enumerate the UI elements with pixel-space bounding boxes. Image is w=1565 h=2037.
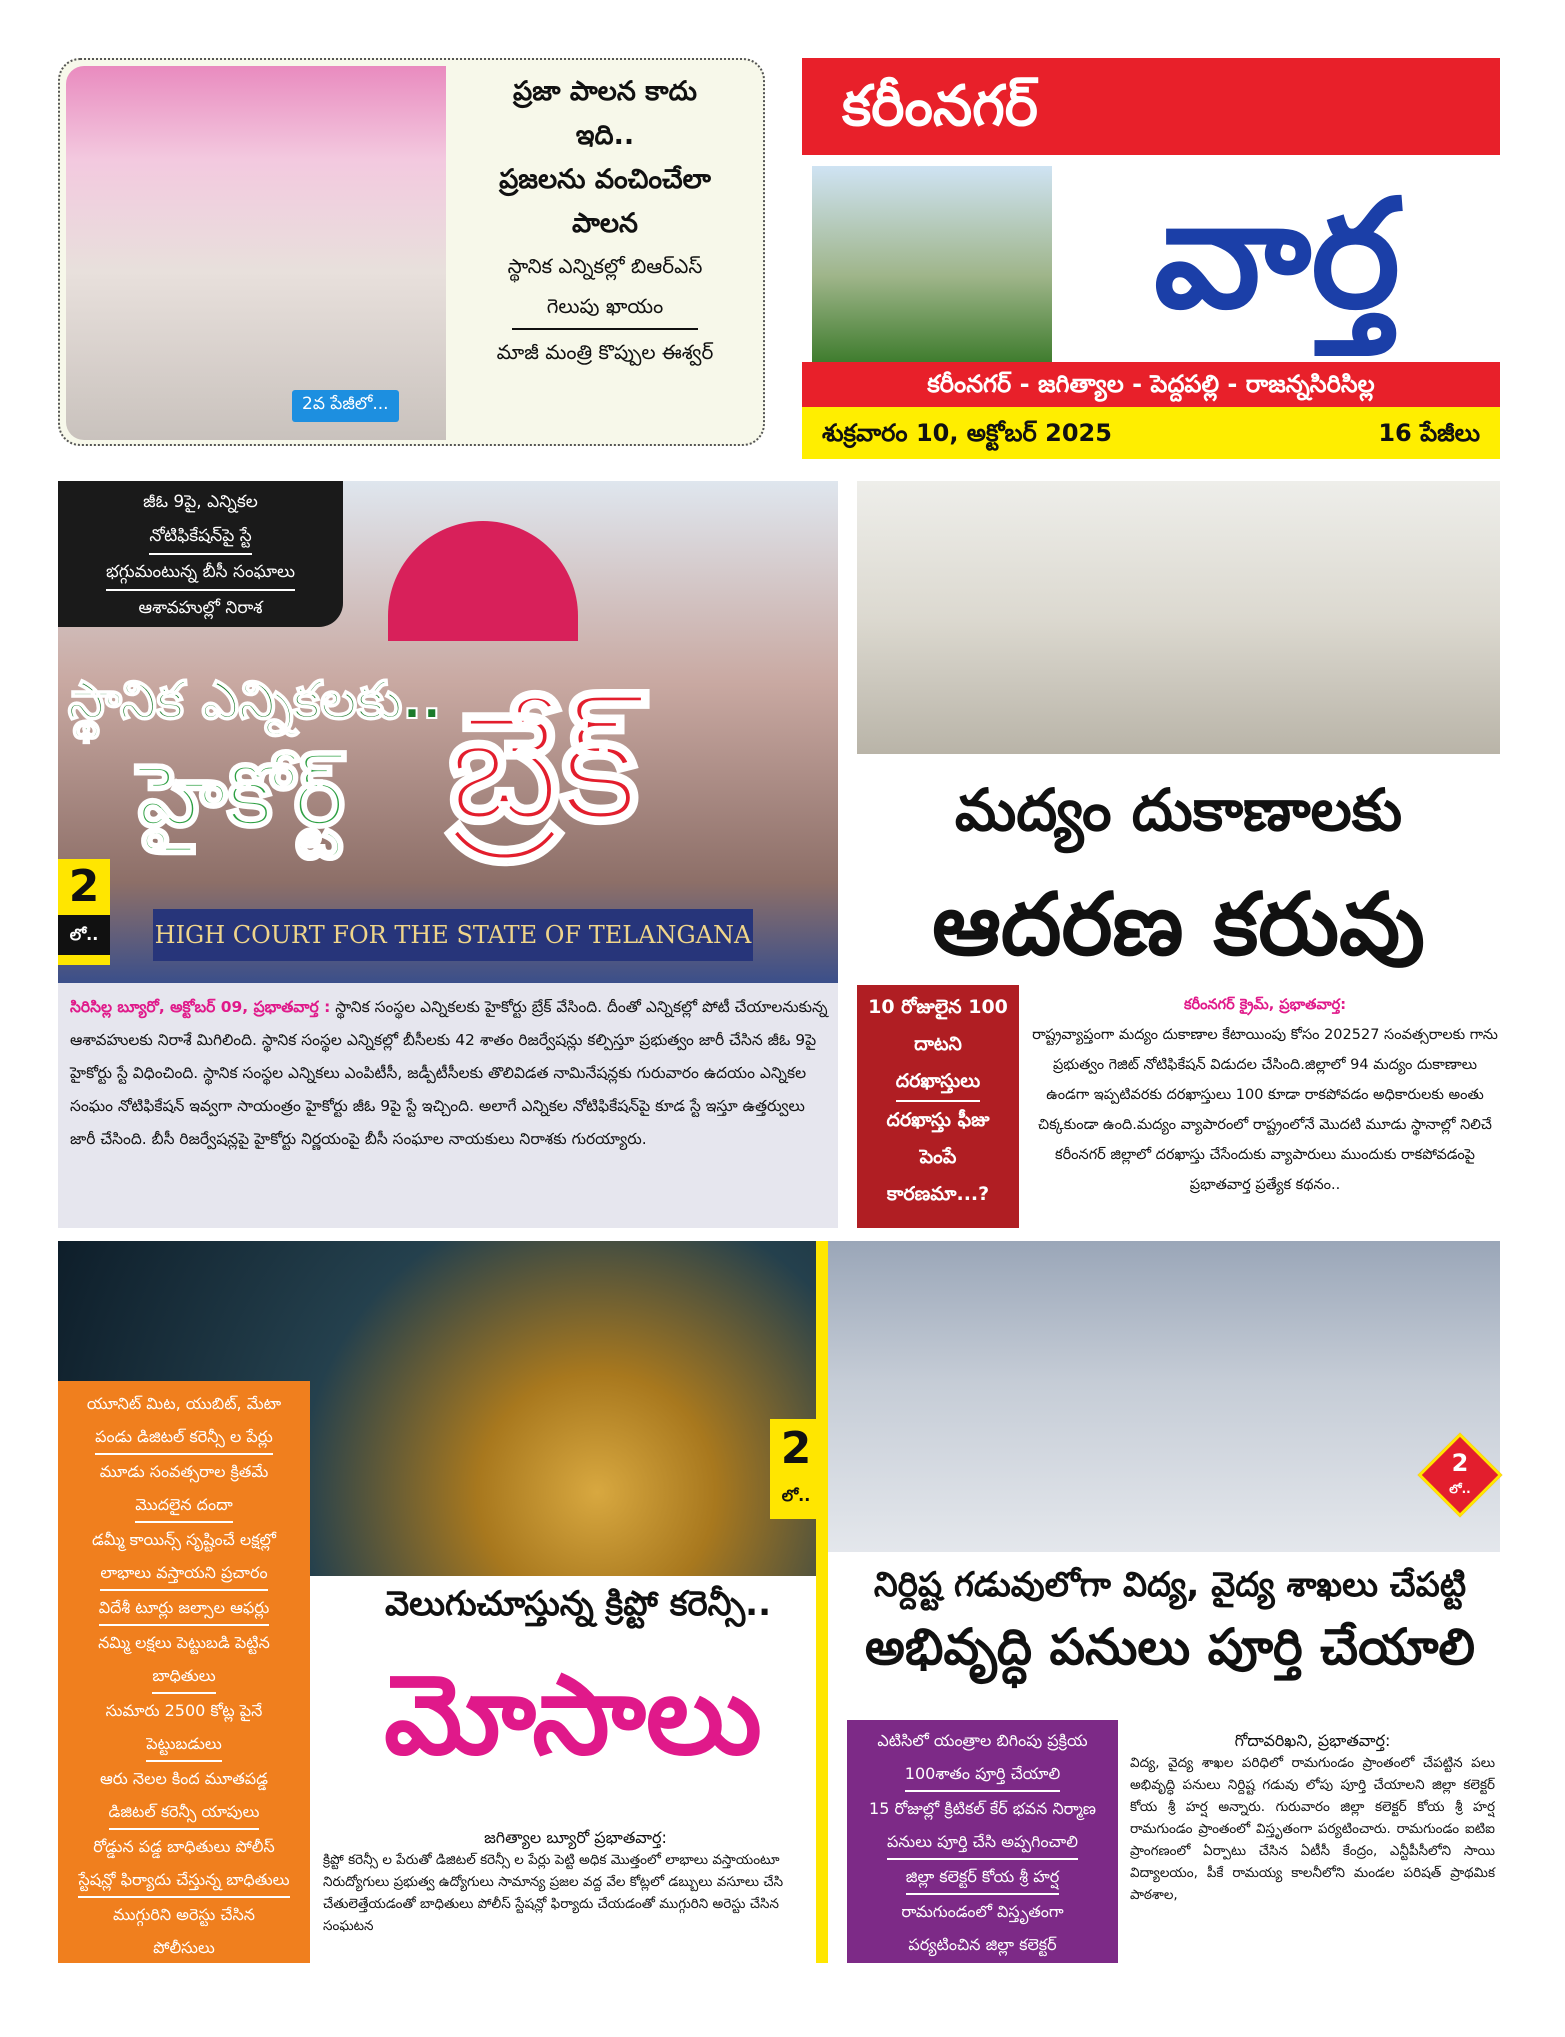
sidebar-line: మూడు సంవత్సరాల క్రితమే [99,1462,269,1481]
sidebar-line: ఎటిసిలో యంత్రాల బిగింపు ప్రక్రియ [877,1731,1088,1750]
highcourt-kicker [58,481,343,627]
page-count: 16 పేజీలు [1378,419,1480,447]
sidebar-line: డిజిటల్ కరెన్సీ యాపులు [109,1795,260,1830]
sidebar-line: విదేశీ టూర్లు జల్సాల ఆఫర్లు [99,1591,270,1626]
sidebar-line: పోలీసులు [153,1938,215,1957]
article-text: విద్య, వైద్య శాఖల పరిధిలో రామగుండం ప్రాంతంలో చేపట్టిన పలు అభివృద్ధి పనులు నిర్దిష్ట గడువు లోపు పూర్తి చేయాలని జిల్లా కలెక్టర్ కోయ శ్రీ హర్ష అన్నారు. గురువారం జిల్లా కలెక్టర్ కోయ శ్రీ హర్ష రామగుండం ప్రాంతంలో విస్తృతంగా పర్యటించారు. రామగుండం ఐటిఐ ప్రాంగణంలో ఏర్పాటు చేసిన ఏటీసీ కేంద్రం, ఎన్టీపీసీలోని సాయి విద్యాలయం, పీకే రామయ్య కాలనీలోని మండల పరిషత్ ప్రాథమిక పాఠశాల, [1130,1755,1495,1903]
badge-number: 2 [68,861,100,912]
sidebar-line: ముగ్గురిని అరెస్టు చేసిన [113,1905,255,1924]
sidebar-line: పెట్టుబడులు [146,1727,222,1762]
masthead-title-top: కరీంనగర్ [802,58,1500,155]
teaser-headline-line: పాలన [572,208,638,239]
page-ref-badge[interactable]: 2వ పేజీలో... [292,390,399,422]
teaser-attribution: మాజీ మంత్రి కొప్పుల ఈశ్వర్ [496,340,714,364]
crypto-headline-2: మోసాలు [384,1651,762,1779]
liquor-sidebar [857,985,1019,1228]
sidebar-line: 10 రోజులైన 100 [868,996,1008,1018]
badge-suffix: లో.. [1449,1482,1471,1496]
dateline: గోదావరిఖని, ప్రభాతవార్త: [1234,1731,1391,1750]
teaser-subline: స్థానిక ఎన్నికల్లో బిఆర్ఎస్ [507,254,703,278]
sidebar-line: 15 రోజుల్లో క్రిటికల్ కేర్ భవన నిర్మాణ [869,1799,1096,1818]
teaser-text [450,70,760,372]
article-text: క్రిప్టో కరెన్సీ ల పేరుతో డిజిటల్ కరెన్సీ ల పేర్లు పెట్టి అధిక మొత్తంలో లాభాలు వస్తాయంటూ నిరుద్యోగులు ప్రభుత్వ ఉద్యోగులు సామాన్య ప్రజల వద్ద వేల కోట్లలో డబ్బులు వసూలు చేసి చేతులెత్తేయడంతో బాధితులు పోలీస్ స్టేషన్లో ఫిర్యాదు చేయడంతో ముగ్గురిని అరెస్టు చేసిన సంఘటన [323,1852,784,1934]
kicker-line: జీఓ 9పై, ఎన్నికల [143,492,258,512]
collector-headline-2[interactable]: అభివృద్ధి పనులు పూర్తి చేయాలి [864,1618,1476,1676]
liquor-shop-photo [857,481,1500,754]
teaser-box[interactable] [58,58,765,446]
sidebar-line: దరఖాస్తు ఫీజు [886,1109,990,1131]
sidebar-line: ఆరు నెలల కింద మూతపడ్డ [99,1769,268,1788]
sidebar-line: కారణమా...? [886,1183,990,1205]
sidebar-line: యూనిట్ మిట, యుబిట్, మేటా [86,1394,282,1413]
kicker-line: ఆశావహుల్లో నిరాశ [138,598,263,618]
highcourt-headline-3: బ్రేక్ [448,681,639,855]
dateline: కరీంనగర్ క్రైమ్, ప్రభాతవార్త: [1183,997,1347,1013]
continued-page-badge[interactable] [58,859,110,965]
sidebar-line: పెంపే [919,1146,957,1168]
crypto-sidebar [58,1381,310,1963]
badge-suffix: లో.. [781,1486,811,1505]
teaser-headline-line: ఇది.. [575,120,635,151]
kicker-line: భగ్గుమంటున్న బీసీ సంఘాలు [106,555,295,591]
highcourt-sign: HIGH COURT FOR THE STATE OF TELANGANA [153,909,753,961]
sidebar-line: రోడ్డున పడ్డ బాధితులు పోలీస్ [93,1837,275,1856]
masthead [802,58,1500,459]
dateline: జగిత్యాల బ్యూరో ప్రభాతవార్త: [484,1828,667,1847]
sidebar-line: నమ్మి లక్షలు పెట్టుబడి పెట్టిన [98,1633,270,1652]
districts-strip: కరీంనగర్ - జగిత్యాల - పెద్దపల్లి - రాజన్నసిరిసిల్ల [802,362,1500,407]
sidebar-line: పర్యటించిన జిల్లా కలెక్టర్ [908,1935,1057,1954]
crypto-story[interactable] [58,1241,828,1963]
article-text: రాష్ట్రవ్యాప్తంగా మద్యం దుకాణాల కేటాయింపు కోసం 202527 సంవత్సరాలకు గాను ప్రభుత్వం గెజిట్ నోటిఫికేషన్ విడుదల చేసింది.జిల్లాలో 94 మద్యం దుకాణాలు ఉండగా ఇప్పటివరకు దరఖాస్తులు 100 కూడా రాకపోవడం అధికారులకు అంతు చిక్కకుండా ఉంది.మద్యం వ్యాపారంలో రాష్ట్రంలోనే మొదటి మూడు స్థానాల్లో నిలిచే కరీంనగర్ జిల్లాలో దరఖాస్తు చేసేందుకు వ్యాపారులు ముందుకు రాకపోవడంపై ప్రభాతవార్త ప్రత్యేక కథనం.. [1032,1027,1498,1193]
highcourt-headline-2: హైకోర్ట్ [138,746,345,846]
brs-meeting-photo [66,66,446,440]
crypto-body [323,1827,828,1937]
badge-number: 2 [780,1423,812,1474]
teaser-subline: గెలుపు ఖాయం [546,294,664,318]
sidebar-line: స్టేషన్లో ఫిర్యాదు చేస్తున్న బాధితులు [78,1863,289,1898]
sidebar-line: సుమారు 2500 కోట్ల పైనే [105,1701,263,1720]
sidebar-line: పనులు పూర్తి చేసి అప్పగించాలి [887,1825,1078,1860]
badge-suffix: లో.. [58,915,110,955]
liquor-headline-2[interactable]: ఆదరణ కరువు [932,875,1425,975]
kicker-line: నోటిఫికేషన్‌పై స్టే [149,519,251,555]
sidebar-line: మొదలైన దందా [135,1488,232,1523]
liquor-body [1030,990,1500,1200]
crypto-headline-1: వెలుగుచూస్తున్న క్రిప్టో కరెన్సీ.. [384,1584,771,1624]
sidebar-line: పండు డిజిటల్ కరెన్సీ ల పేర్లు [95,1420,273,1455]
badge-text [1430,1450,1490,1502]
teaser-headline-line: ప్రజా పాలన కాదు [513,76,697,107]
badge-number: 2 [1451,1449,1469,1477]
date-strip [802,407,1500,459]
continued-page-badge[interactable] [770,1419,822,1519]
sidebar-line: లాభాలు వస్తాయని ప్రచారం [100,1556,267,1591]
sidebar-line: జిల్లా కలెక్టర్ కోయ శ్రీ హర్ష [906,1860,1059,1895]
masthead-title-main: వార్త [1153,168,1401,342]
sidebar-line: డమ్మీ కాయిన్స్ సృష్టించే లక్షల్లో [91,1530,277,1549]
sidebar-line: రామగుండంలో విస్తృతంగా [901,1902,1064,1921]
highcourt-story[interactable] [58,481,838,1228]
issue-date: శుక్రవారం 10, అక్టోబర్ 2025 [822,419,1112,447]
collector-sidebar [847,1720,1118,1963]
highcourt-body [70,991,830,1156]
collector-visit-photo [828,1241,1500,1552]
article-text: స్థానిక సంస్థల ఎన్నికలకు హైకోర్టు బ్రేక్ వేసింది. దీంతో ఎన్నికల్లో పోటీ చేయాలనుకున్న ఆశావహులకు నిరాశే మిగిలింది. స్థానిక సంస్థల ఎన్నికల్లో బీసీలకు 42 శాతం రిజర్వేషన్లు కల్పిస్తూ ప్రభుత్వం జారీ చేసిన జీఓ 9పై హైకోర్టు స్టే విధించింది. స్థానిక సంస్థల ఎన్నికలు ఎంపిటీసీ, జడ్పీటీసీలకు తొలివిడత నామినేషన్లకు గురువారం ఉదయం ఎన్నికల సంఘం నోటిఫికేషన్ ఇవ్వగా సాయంత్రం హైకోర్టు జీఓ 9పై స్టే ఇచ్చింది. అలాగే ఎన్నికల నోటిఫికేషన్‌పై కూడ స్టే ఇస్తూ ఉత్తర్వులు జారీ చేసింది. బీసీ రిజర్వేషన్లపై హైకోర్టు నిర్ణయంపై బీసీ సంఘాల నాయకులు నిరాశకు గురయ్యారు. [70,998,828,1148]
dam-photo [812,166,1052,366]
highcourt-headline-1: స్థానిక ఎన్నికలకు.. [68,671,442,731]
teaser-headline-line: ప్రజలను వంచించేలా [499,164,711,195]
sidebar-line: 100శాతం పూర్తి చేయాలి [905,1757,1060,1792]
collector-body [1130,1730,1495,1906]
sidebar-line: దాటని [914,1033,962,1055]
collector-headline-1[interactable]: నిర్దిష్ట గడువులోగా విద్య, వైద్య శాఖలు చేపట్టి [873,1565,1467,1605]
liquor-headline-1[interactable]: మద్యం దుకాణాలకు [954,776,1403,844]
sidebar-line: బాధితులు [152,1659,215,1694]
dateline: సిరిసిల్ల బ్యూరో, అక్టోబర్ 09, ప్రభాతవార్త : [70,998,331,1016]
divider [512,328,698,330]
sidebar-line: దరఖాస్తులు [896,1063,981,1102]
